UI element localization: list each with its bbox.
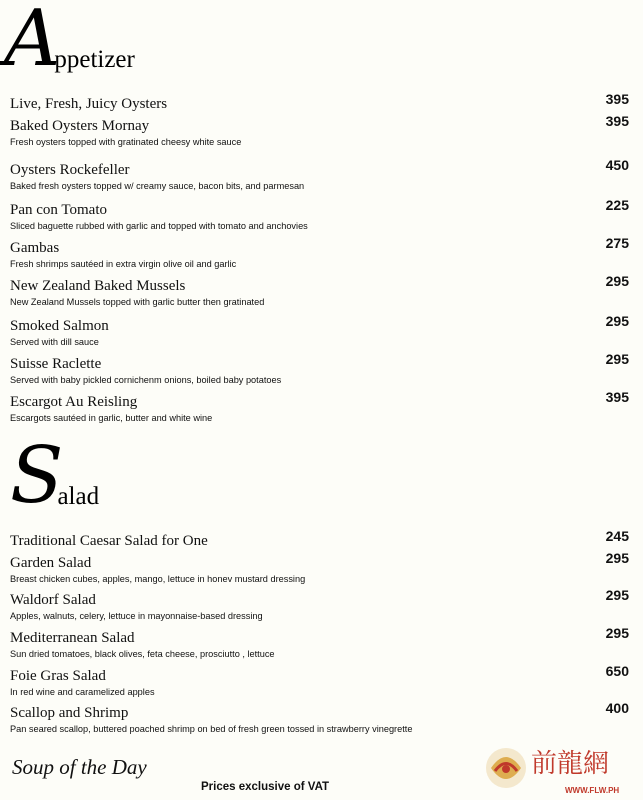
salad-heading	[10, 431, 100, 521]
menu-item	[10, 587, 629, 622]
item-name: Traditional Caesar Salad for One	[10, 533, 208, 549]
menu-item	[10, 235, 629, 270]
menu-item	[10, 700, 629, 735]
menu-item	[10, 113, 629, 148]
item-price: 295	[605, 550, 629, 566]
item-price: 295	[605, 273, 629, 289]
item-name: Foie Gras Salad	[10, 668, 106, 684]
menu-item	[10, 91, 629, 113]
menu-item	[10, 625, 629, 660]
menu-item	[10, 389, 629, 424]
item-description: Apples, walnuts, celery, lettuce in mayonnaise-based dressing	[10, 611, 263, 621]
item-price: 245	[605, 528, 629, 544]
item-price: 225	[605, 197, 629, 213]
item-name: Mediterranean Salad	[10, 630, 135, 646]
menu-item	[10, 663, 629, 698]
appetizer-heading-rest: ppetizer	[54, 46, 135, 73]
item-name: Garden Salad	[10, 555, 92, 571]
item-name: Suisse Raclette	[10, 356, 102, 372]
item-name: Gambas	[10, 240, 60, 256]
item-name: Scallop and Shrimp	[10, 705, 129, 721]
item-name: Smoked Salmon	[10, 318, 109, 334]
dragon-emblem-icon	[486, 748, 526, 788]
menu-item	[10, 550, 629, 585]
item-price: 295	[605, 625, 629, 641]
salad-heading-rest: alad	[57, 483, 100, 510]
item-price: 395	[605, 389, 629, 405]
vat-note: Prices exclusive of VAT	[201, 781, 330, 793]
item-price: 395	[605, 91, 629, 107]
item-price: 295	[605, 587, 629, 603]
menu-item	[10, 197, 629, 232]
menu-item	[10, 157, 629, 192]
item-description: Breast chicken cubes, apples, mango, lettuce in honev mustard dressing	[10, 574, 306, 584]
item-description: Pan seared scallop, buttered poached shrimp on bed of fresh green tossed in strawberry vinegrette	[10, 724, 413, 734]
item-description: Served with baby pickled cornichenm onions, boiled baby potatoes	[10, 375, 282, 385]
item-description: Fresh oysters topped with gratinated cheesy white sauce	[10, 137, 242, 147]
item-price: 275	[605, 235, 629, 251]
item-name: Escargot Au Reisling	[10, 394, 138, 410]
watermark-logo	[481, 738, 641, 800]
menu-item	[10, 351, 629, 386]
item-name: Pan con Tomato	[10, 202, 107, 218]
item-price: 450	[605, 157, 629, 173]
item-description: In red wine and caramelized apples	[10, 687, 155, 697]
item-price: 650	[605, 663, 629, 679]
appetizer-heading	[4, 0, 135, 84]
soup-of-the-day-heading: Soup of the Day	[12, 755, 147, 779]
appetizer-heading-initial: A	[4, 0, 61, 84]
menu-item	[10, 273, 629, 308]
item-description: Sliced baguette rubbed with garlic and topped with tomato and anchovies	[10, 221, 308, 231]
item-description: Escargots sautéed in garlic, butter and white wine	[10, 413, 213, 423]
item-description: Baked fresh oysters topped w/ creamy sauce, bacon bits, and parmesan	[10, 181, 305, 191]
item-price: 295	[605, 313, 629, 329]
item-name: Live, Fresh, Juicy Oysters	[10, 96, 168, 112]
watermark-brand: 前龍網	[531, 749, 610, 779]
item-description: New Zealand Mussels topped with garlic butter then gratinated	[10, 297, 265, 307]
watermark-url: WWW.FLW.PH	[565, 786, 620, 795]
item-name: Waldorf Salad	[10, 592, 96, 608]
item-name: New Zealand Baked Mussels	[10, 278, 186, 294]
menu-item	[10, 528, 629, 550]
item-name: Baked Oysters Mornay	[10, 118, 150, 134]
item-price: 400	[605, 700, 629, 716]
item-description: Fresh shrimps sautéed in extra virgin olive oil and garlic	[10, 259, 237, 269]
salad-heading-initial: S	[10, 431, 64, 521]
item-description: Served with dill sauce	[10, 337, 99, 347]
item-name: Oysters Rockefeller	[10, 162, 130, 178]
item-price: 395	[605, 113, 629, 129]
menu-item	[10, 313, 629, 348]
item-price: 295	[605, 351, 629, 367]
item-description: Sun dried tomatoes, black olives, feta cheese, prosciutto , lettuce	[10, 649, 275, 659]
